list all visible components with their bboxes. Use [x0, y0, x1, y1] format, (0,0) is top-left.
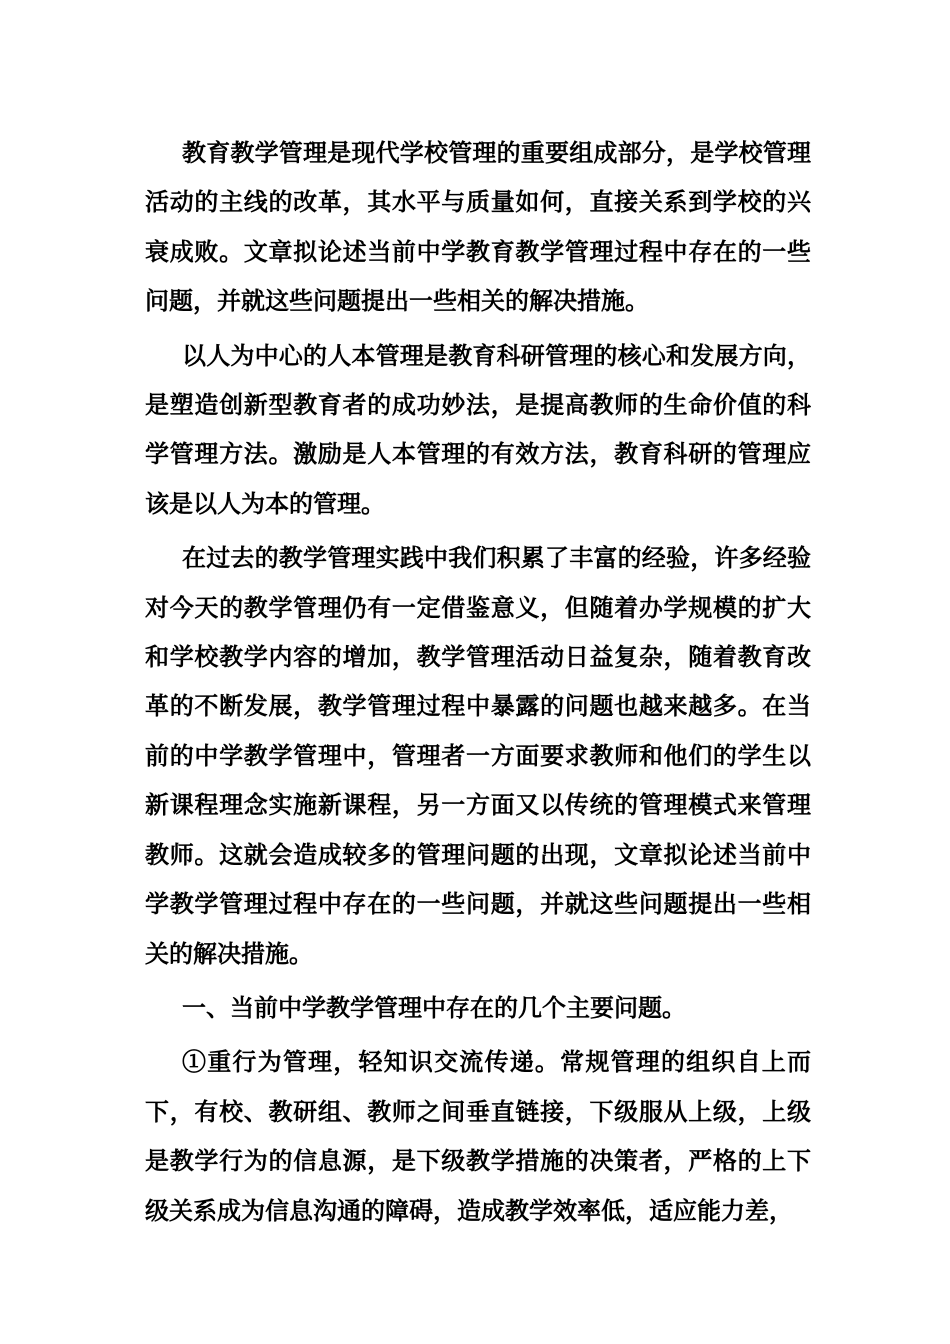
document-body — [145, 128, 811, 1240]
paragraph-intro: 教育教学管理是现代学校管理的重要组成部分，是学校管理活动的主线的改革，其水平与质量如何，直接关系到学校的兴衰成败。文章拟论述当前中学教育教学管理过程中存在的一些问题，并就这些问题提出一些相关的解决措施。 — [145, 138, 811, 316]
paragraph-background: 在过去的教学管理实践中我们积累了丰富的经验，许多经验对今天的教学管理仍有一定借鉴意义，但随着办学规模的扩大和学校教学内容的增加，教学管理活动日益复杂，随着教育改革的不断发展，教学管理过程中暴露的问题也越来越多。在当前的中学教学管理中，管理者一方面要求教师和他们的学生以新课程理念实施新课程，另一方面又以传统的管理模式来管理教师。这就会造成较多的管理问题的出现，文章拟论述当前中学教学管理过程中存在的一些问题，并就这些问题提出一些相关的解决措施。 — [145, 543, 811, 968]
paragraph-people-centered: 以人为中心的人本管理是教育科研管理的核心和发展方向，是塑造创新型教育者的成功妙法，是提高教师的生命价值的科学管理方法。激励是人本管理的有效方法，教育科研的管理应该是以人为本的管理。 — [145, 340, 811, 518]
paragraph-problem-1: ①重行为管理，轻知识交流传递。常规管理的组织自上而下，有校、教研组、教师之间垂直链接，下级服从上级，上级是教学行为的信息源，是下级教学措施的决策者，严格的上下级关系成为信息沟通的障碍，造成教学效率低，适应能力差， — [145, 1047, 811, 1225]
section-heading: 一、当前中学教学管理中存在的几个主要问题。 — [182, 992, 686, 1022]
